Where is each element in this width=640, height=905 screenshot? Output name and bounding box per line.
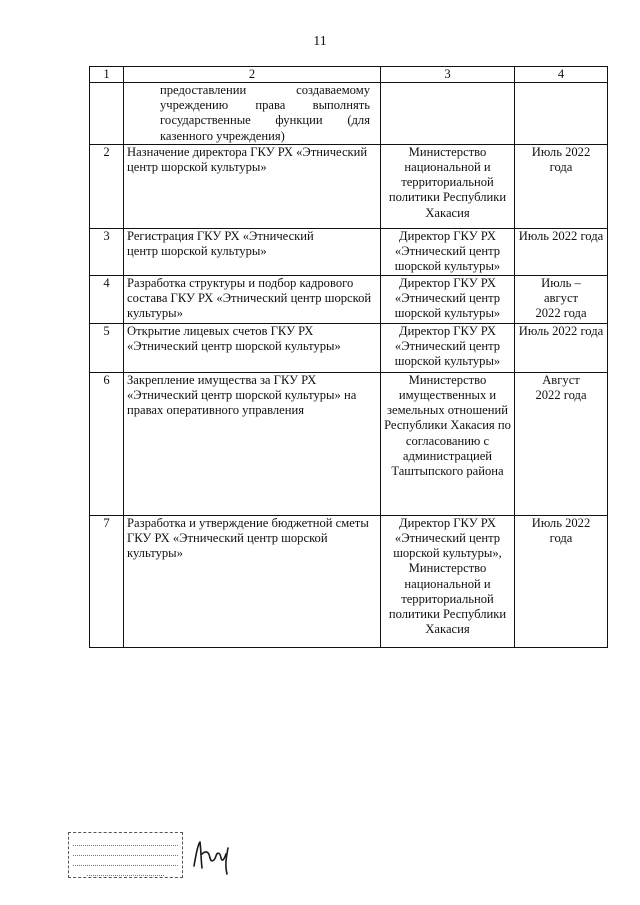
responsible-cell: Директор ГКУ РХ «Этнический центр шорской культуры» xyxy=(381,228,515,275)
responsible-cell xyxy=(381,83,515,145)
column-header-2: 2 xyxy=(124,67,381,83)
approval-stamp-icon xyxy=(68,832,183,878)
column-header-4: 4 xyxy=(515,67,608,83)
table-row xyxy=(90,228,608,275)
task-cell: предоставлении создаваемому учреждению права выполнять государственные функции (для казенного учреждения) xyxy=(124,83,381,145)
responsible-cell: Министерство имущественных и земельных отношений Республики Хакасия по согласованию с администрацией Таштыпского района xyxy=(381,372,515,515)
table-row xyxy=(90,275,608,323)
term-cell: Июль – август 2022 года xyxy=(515,275,608,323)
term-cell: Июль 2022 года xyxy=(515,228,608,275)
term-cell: Август 2022 года xyxy=(515,372,608,515)
table-row xyxy=(90,372,608,515)
row-number xyxy=(90,83,124,145)
row-number: 3 xyxy=(90,228,124,275)
task-cell: Разработка структуры и подбор кадрового состава ГКУ РХ «Этнический центр шорской культуры» xyxy=(124,275,381,323)
term-cell xyxy=(515,83,608,145)
column-header-1: 1 xyxy=(90,67,124,83)
task-cell: Закрепление имущества за ГКУ РХ «Этнический центр шорской культуры» на правах оперативного управления xyxy=(124,372,381,515)
handwritten-signature-icon xyxy=(190,836,236,876)
table-row xyxy=(90,144,608,228)
term-cell: Июль 2022 года xyxy=(515,323,608,372)
responsible-cell: Директор ГКУ РХ «Этнический центр шорской культуры» xyxy=(381,323,515,372)
term-cell: Июль 2022 года xyxy=(515,515,608,647)
row-number: 5 xyxy=(90,323,124,372)
term-cell: Июль 2022 года xyxy=(515,144,608,228)
row-number: 4 xyxy=(90,275,124,323)
table-row xyxy=(90,515,608,647)
row-number: 7 xyxy=(90,515,124,647)
task-cell: Разработка и утверждение бюджетной сметы ГКУ РХ «Этнический центр шорской культуры» xyxy=(124,515,381,647)
column-header-3: 3 xyxy=(381,67,515,83)
table-row xyxy=(90,323,608,372)
task-cell: Открытие лицевых счетов ГКУ РХ «Этнический центр шорской культуры» xyxy=(124,323,381,372)
plan-table xyxy=(89,66,608,648)
table-row xyxy=(90,83,608,145)
table-header-row xyxy=(90,67,608,83)
task-cell: Регистрация ГКУ РХ «Этнический центр шорской культуры» xyxy=(124,228,381,275)
responsible-cell: Директор ГКУ РХ «Этнический центр шорской культуры» xyxy=(381,275,515,323)
row-number: 6 xyxy=(90,372,124,515)
responsible-cell: Министерство национальной и территориальной политики Республики Хакасия xyxy=(381,144,515,228)
row-number: 2 xyxy=(90,144,124,228)
task-cell: Назначение директора ГКУ РХ «Этнический центр шорской культуры» xyxy=(124,144,381,228)
responsible-cell: Директор ГКУ РХ «Этнический центр шорской культуры», Министерство национальной и территориальной политики Республики Хакасия xyxy=(381,515,515,647)
page-number: 11 xyxy=(313,34,327,49)
